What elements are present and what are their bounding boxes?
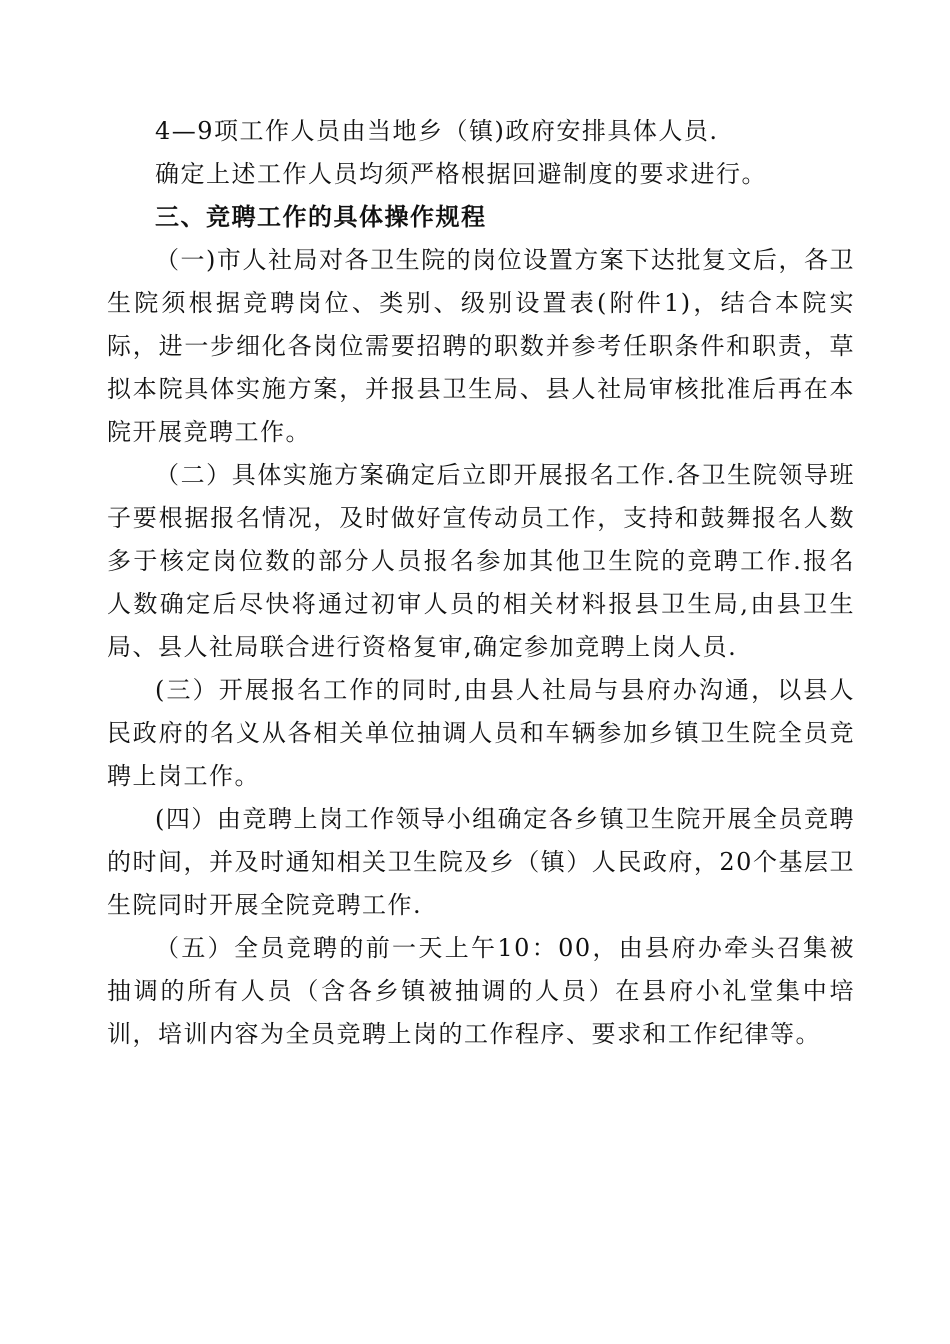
document-body: [107, 110, 855, 1056]
paragraph-step-4: (四）由竞聘上岗工作领导小组确定各乡镇卫生院开展全员竞聘的时间，并及时通知相关卫生院及乡（镇）人民政府，20个基层卫生院同时开展全院竞聘工作.: [107, 805, 855, 919]
paragraph-avoidance-rule: 确定上述工作人员均须严格根据回避制度的要求进行。: [155, 160, 767, 188]
paragraph-step-5: （五）全员竞聘的前一天上午10：00，由县府办牵头召集被抽调的所有人员（含各乡镇被抽调的人员）在县府小礼堂集中培训，培训内容为全员竞聘上岗的工作程序、要求和工作纪律等。: [107, 934, 855, 1048]
paragraph-staffing-items: 4—9项工作人员由当地乡（镇)政府安排具体人员.: [155, 117, 719, 145]
paragraph-step-2: （二）具体实施方案确定后立即开展报名工作.各卫生院领导班子要根据报名情况，及时做好宣传动员工作，支持和鼓舞报名人数多于核定岗位数的部分人员报名参加其他卫生院的竞聘工作.报名人数确定后尽快将通过初审人员的相关材料报县卫生局,由县卫生局、县人社局联合进行资格复审,确定参加竞聘上岗人员.: [107, 461, 855, 661]
paragraph-step-1: （一)市人社局对各卫生院的岗位设置方案下达批复文后，各卫生院须根据竞聘岗位、类别、级别设置表(附件1)，结合本院实际，进一步细化各岗位需要招聘的职数并参考任职条件和职责，草拟本院具体实施方案，并报县卫生局、县人社局审核批准后再在本院开展竞聘工作。: [107, 246, 855, 446]
paragraph-step-3: (三）开展报名工作的同时,由县人社局与县府办沟通，以县人民政府的名义从各相关单位抽调人员和车辆参加乡镇卫生院全员竞聘上岗工作。: [107, 676, 855, 790]
section-heading: 三、竞聘工作的具体操作规程: [155, 203, 487, 231]
